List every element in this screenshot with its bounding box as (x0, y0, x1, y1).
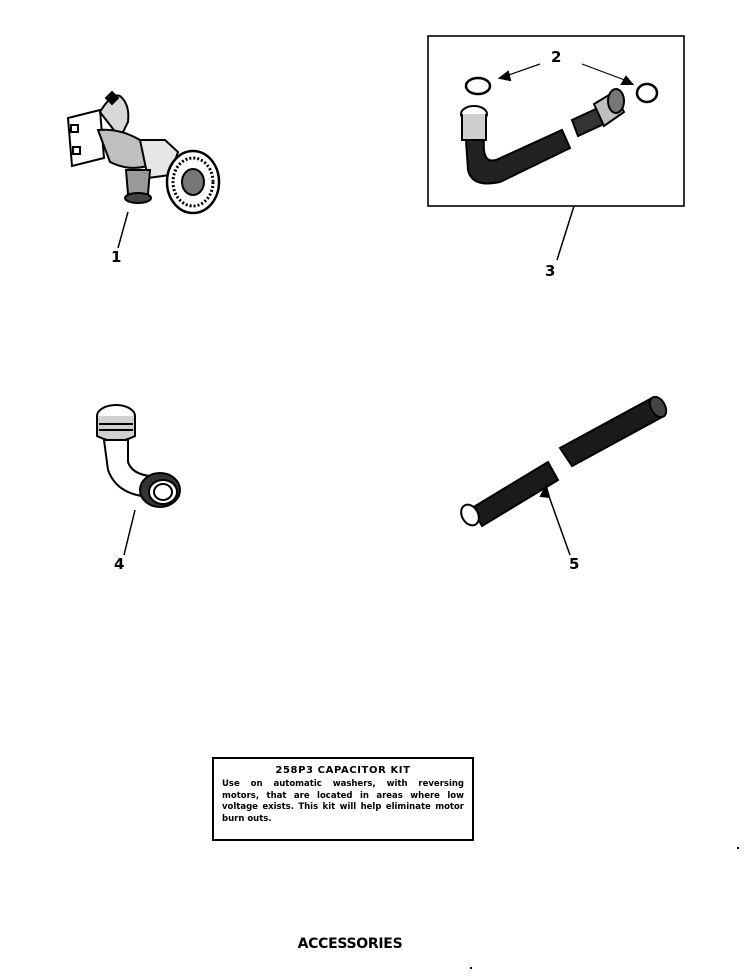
part-2-washer-right (637, 84, 657, 102)
scan-speck (737, 847, 739, 849)
part-3-fill-hose-group (428, 36, 684, 260)
callout-2: 2 (551, 48, 562, 66)
callout-5: 5 (569, 555, 580, 573)
kit-note-body: Use on automatic washers, with reversing motors, that are located in areas where low voltage exists. This kit will help eliminate motor burn outs. (222, 779, 464, 824)
part-5-hose-section (458, 394, 670, 555)
callout-3: 3 (545, 262, 556, 280)
part-2-washer-left (466, 78, 490, 94)
callout-4: 4 (114, 555, 125, 573)
part-1-faucet-adapter (68, 92, 219, 248)
part-4-elbow-fitting (97, 405, 180, 555)
callout-1: 1 (111, 248, 122, 266)
page-title: ACCESSORIES (297, 936, 403, 952)
capacitor-kit-note (212, 757, 474, 841)
kit-note-title: 258P3 CAPACITOR KIT (275, 765, 411, 776)
scan-speck (470, 967, 472, 969)
